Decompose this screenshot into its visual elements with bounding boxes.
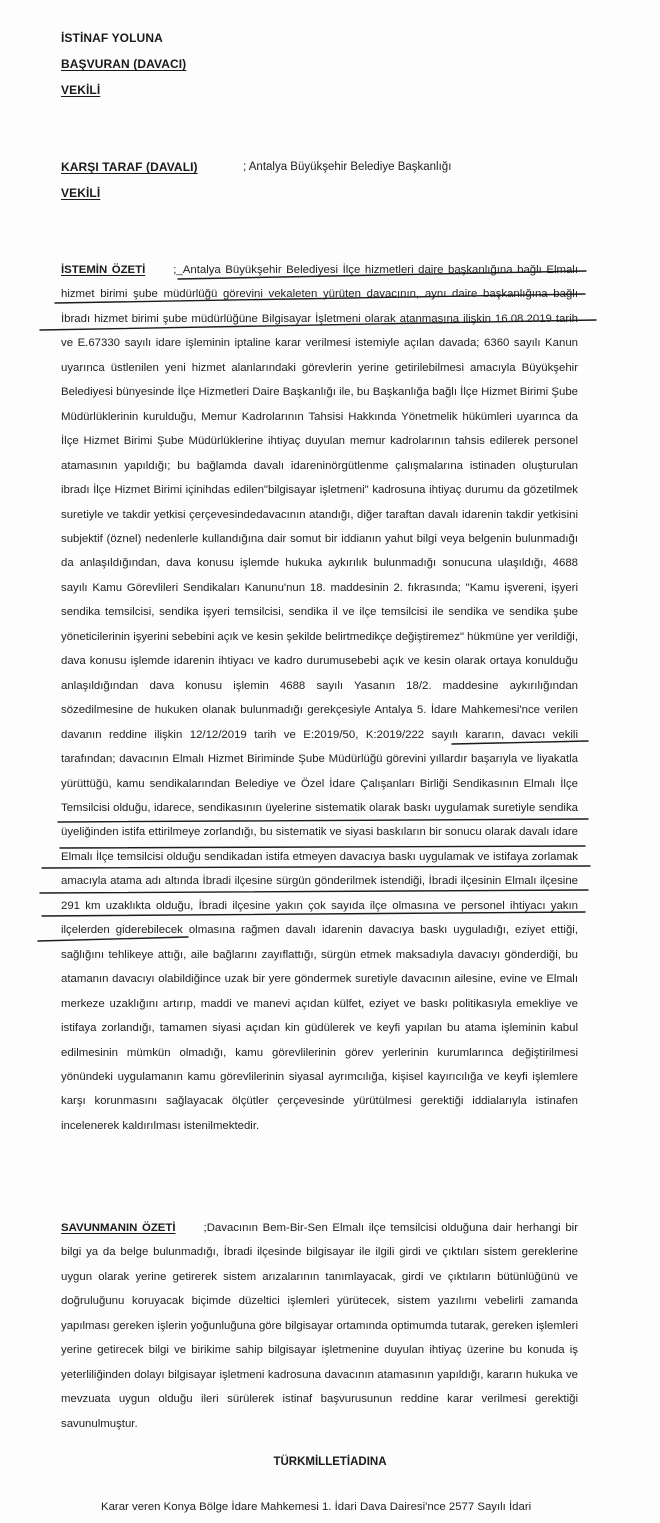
karsi-taraf-value: ; Antalya Büyükşehir Belediye Başkanlığı bbox=[243, 161, 452, 173]
vekili-label: VEKİLİ bbox=[61, 83, 101, 97]
istemin-ozeti-label: İSTEMİN ÖZETİ bbox=[61, 264, 146, 276]
karar-paragraph: Karar veren Konya Bölge İdare Mahkemesi 1. İdari Dava Dairesi'nce 2577 Sayılı İdari bbox=[101, 1501, 532, 1513]
istemin-ozeti-paragraph bbox=[61, 258, 578, 1138]
karsi-taraf-label: KARŞI TARAF (DAVALI) bbox=[61, 160, 198, 174]
turk-milleti-heading: TÜRKMİLLETİADINA bbox=[273, 1456, 387, 1468]
savunmanin-ozeti-paragraph bbox=[61, 1216, 578, 1436]
istemin-ozeti-text: ;_Antalya Büyükşehir Belediyesi İlçe hizmetleri daire başkanlığına bağlı Elmalı hizmet birimi şube müdürlüğü görevini vekaleten yürüten davacının, aynı daire başkanlığına bağlı İbradı hizmet birimi şube müdürlüğüne Bilgisayar İşletmeni olarak atanmasına ilişkin 16.08.2019 tarih ve E.67330 sayılı idare işleminin iptaline karar verilmesi istemiyle açılan davada; 6360 sayılı Kanun uyarınca üstlenilen yeni hizmet alanlarındaki görevlerin yerine getirilebilmesi amacıyla Büyükşehir Belediyesi bünyesinde İlçe Hizmetleri Daire Başkanlığı ile, bu Başkanlığa bağlı İlçe Hizmet Birimi Şube Müdürlüklerinin kurulduğu, Memur Kadrolarının Tahsisi Hakkında Yönetmelik hükümleri uyarınca da İlçe Hizmet Birimi Şube Müdürlüklerine ihtiyaç duyulan memur kadrolarının tahsis edilerek personel atamasının yapıldığı; bu bağlamda davalı idareninörgütlenme çalışmalarına istinaden oluşturulan ibradı İlçe Hizmet Birimi içinihdas edilen"bilgisayar işletmeni" kadrosuna ihtiyaç durumu da gözetilmek suretiyle ve takdir yetkisi çerçevesindedavacının atandığı, diğer taraftan davalı idarenin takdir yetkisini subjektif (öznel) nedenlerle kullandığına dair somut bir iddianın yahut bilgi veya belgenin bulunmadığı da anlaşıldığından, dava konusu işlemde hukuka aykırılık bulunmadığı sonucuna ulaşıldığı, 4688 sayılı Kamu Görevlileri Sendikaları Kanunu'nun 18. maddesinin 2. fıkrasında; "Kamu işvereni, işyeri sendika temsilcisi, sendika işyeri temsilcisi, sendika il ve ilçe temsilcisi ile sendika ve sendika şube yöneticilerinin işyerini sebebini açık ve kesin şekilde belirtmedikçe değiştiremez" hükmüne yer verildiği, dava konusu işlemde idarenin ihtiyacı ve kadro durumusebebi açık ve kesin olarak ortaya konulduğu anlaşıldığından dava konusu işlemin 4688 sayılı Yasanın 18/2. maddesine aykırılığından sözedilmesine de hukuken olanak bulunmadığı gerekçesiyle Antalya 5. İdare Mahkemesi'nce verilen davanın reddine ilişkin 12/12/2019 tarih ve E:2019/50, K:2019/222 sayılı kararın, davacı vekili tarafından; davacının Elmalı Hizmet Biriminde Şube Müdürlüğü görevini yıllardır başarıyla ve liyakatla yürüttüğü, kamu sendikalarından Belediye ve Özel İdare Çalışanları Birliği Sendikasının Elmalı İlçe Temsilcisi olduğu, idarece, sendikasının üyelerine sistematik olarak baskı uygulamak suretiyle sendika üyeliğinden istifa ettirilmeye zorlandığı, bu sistematik ve siyasi baskıların bir sonucu olarak davalı idare Elmalı İlçe temsilcisi olduğu sendikadan istifa etmeyen davacıya baskı uygulamak ve istifaya zorlamak amacıyla atama adı altında İbradi ilçesine sürgün gönderilmek istendiği, İbradi ilçesinin Elmalı ilçesine 291 km uzaklıkta olduğu, İbradi ilçesine yakın çok sayıda ilçe olmasına ve personel ihtiyacı yakın ilçelerden giderebilecek olmasına rağmen davalı idarenin davacıya baskı uyguladığı, eziyet ettiği, sağlığını tehlikeye attığı, aile bağlarını zayıflattığı, sürgün etmek maksadıyla davacıyı gönderdiği, bu atamanın davacıyı olabildiğince uzak bir yere göndermek suretiyle davacının ailesine, evine ve Elmalı merkeze uzaklığını artırıp, maddi ve manevi açıdan külfet, eziyet ve baskı politikasıyla emekliye ve istifaya zorlandığı, tamamen siyasi açıdan kin güdülerek ve keyfi yapılan bu atama işleminin kabul edilmesinin mümkün olmadığı, kamu görevlilerinin görev yerlerinin kurumlarınca değiştirilmesi yönündeki uygulamanın kamu görevlilerinin siyasal ayrımcılığa, kişisel kayırıcılığa ve keyfi işlemlere karşı korunmasını sağlayacak ölçütler çerçevesinde yürütülmesi gerektiği iddialarıyla istinafen incelenerek kaldırılması istenilmektedir. bbox=[61, 264, 578, 1132]
savunmanin-ozeti-text: ;Davacının Bem-Bir-Sen Elmalı ilçe temsilcisi olduğuna dair herhangi bir bilgi ya da belge bulunmadığı, İbradi ilçesinde bilgisayar ile ilgili girdi ve çıktıları sistem gereklerine uygun olarak yerine getirerek sistem arızalarının tanımlayacak, girdi ve çıktıların bütünlüğünü ve doğruluğunu koruyacak biçimde düzeltici işlemleri yürütecek, sistem yazılımı vebelirli zamanda yapılması gereken işlerin yoğunluğuna göre bilgisayar ortamında optimumda tutarak, gereken işlemleri yerine getirecek bilgi ve birikime sahip bilgisayar işletmenine duyulan ihtiyaç üzerine bu konuda iş yeterliliğinden dolayı bilgisayar işletmeni kadrosuna davacının atamasının yapıldığı, kararın hukuka ve mevzuata uygun olduğu ileri sürülerek istinaf başvurusunun reddine karar verilmesi gerektiği savunulmuştur. bbox=[61, 1222, 578, 1430]
basvuran-label: BAŞVURAN (DAVACI) bbox=[61, 57, 187, 71]
istinaf-yoluna-label: İSTİNAF YOLUNA bbox=[61, 31, 163, 45]
savunmanin-ozeti-label: SAVUNMANIN ÖZETİ bbox=[61, 1222, 176, 1234]
vekili-label-2: VEKİLİ bbox=[61, 186, 101, 200]
